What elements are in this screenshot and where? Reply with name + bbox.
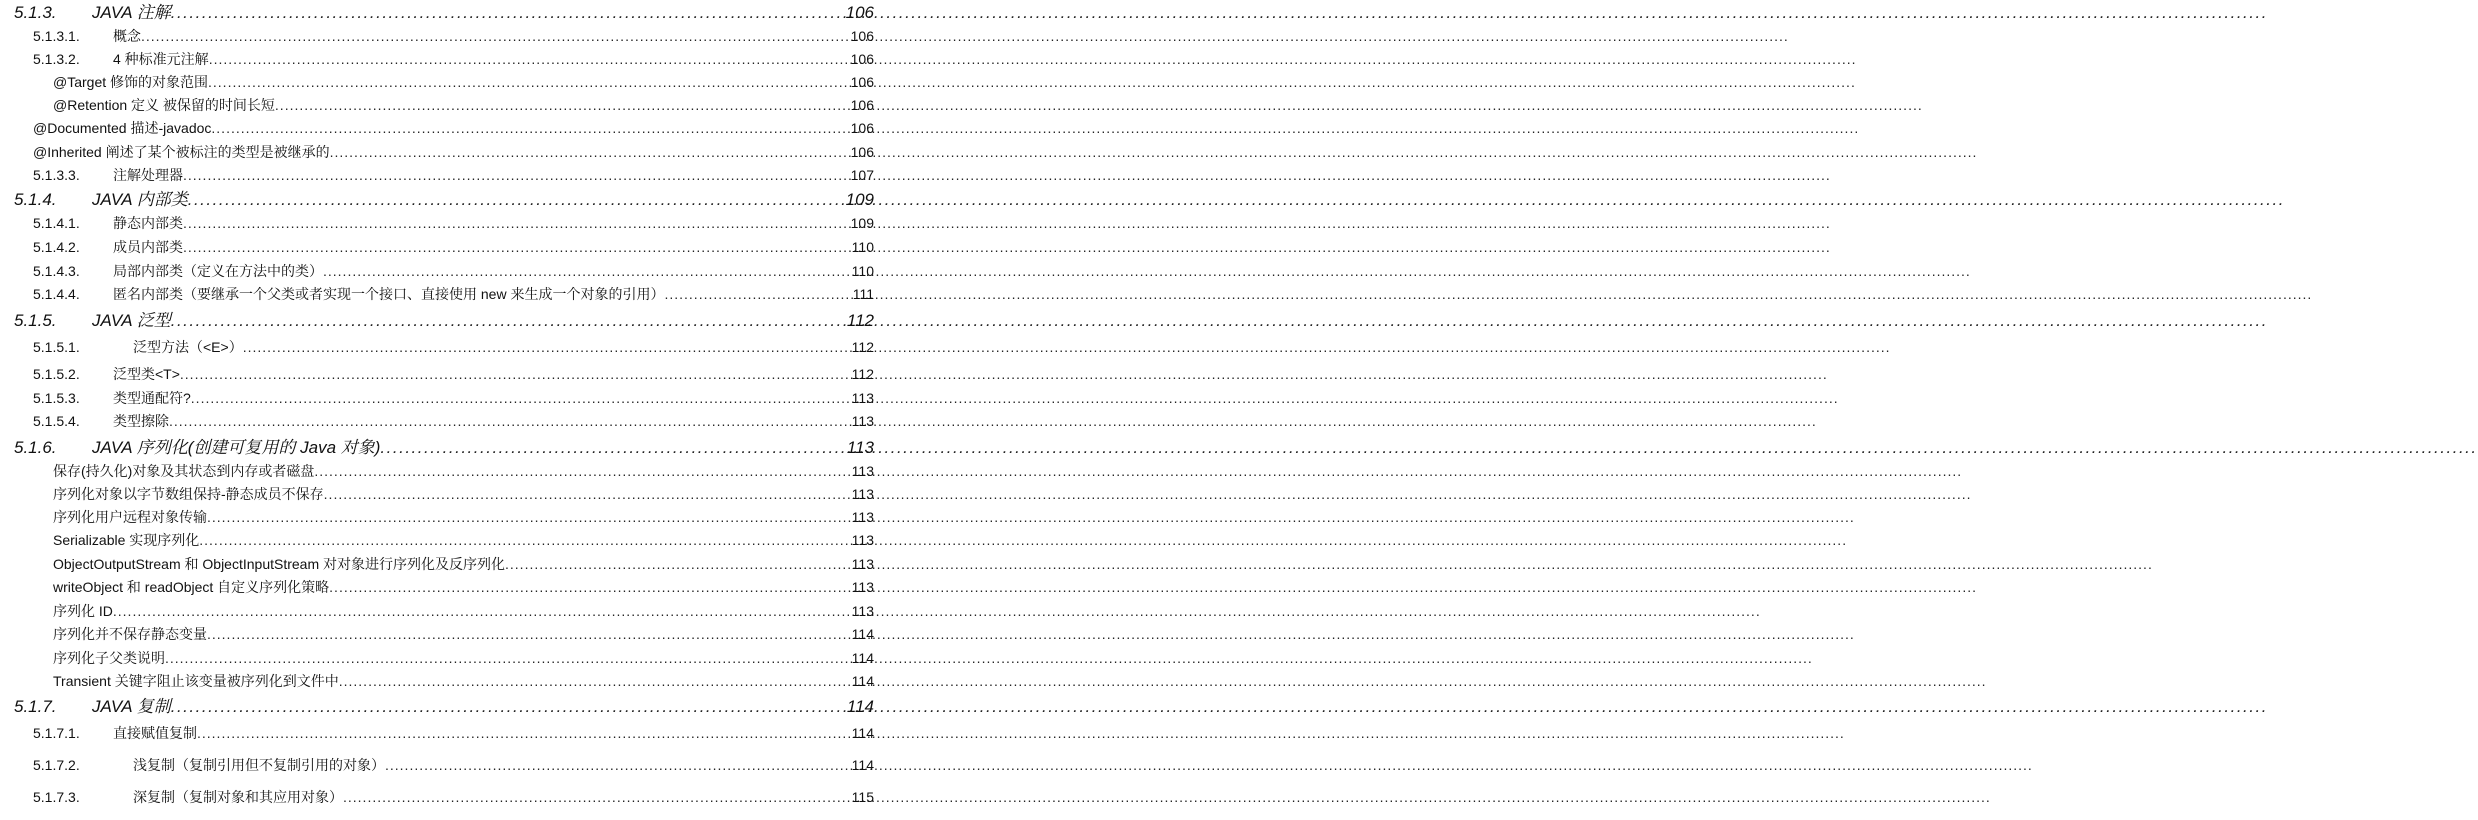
dot-leader (171, 698, 846, 715)
toc-entry-number: 5.1.6. (14, 438, 57, 457)
toc-entry[interactable] (0, 790, 878, 804)
toc-entry-title: Transient 关键字阻止该变量被序列化到文件中 (53, 673, 339, 689)
toc-entry[interactable] (0, 698, 878, 715)
toc-entry-title: @Documented 描述-javadoc (33, 120, 212, 136)
dot-leader (243, 340, 851, 354)
toc-entry-title: 局部内部类（定义在方法中的类） (113, 263, 323, 279)
toc-entry-page-number: 112 (846, 311, 874, 330)
toc-entry-page-number: 113 (851, 463, 874, 479)
toc-entry-title: 4 种标准元注解 (113, 51, 209, 67)
toc-entry-number: 5.1.7.1. (33, 725, 80, 741)
toc-entry-number: 5.1.4.4. (33, 286, 80, 302)
toc-entry[interactable] (0, 121, 878, 135)
toc-entry-page-number: 106 (850, 28, 874, 44)
toc-entry[interactable] (0, 75, 878, 89)
dot-leader (169, 414, 851, 428)
toc-entry-page-number: 113 (851, 413, 874, 429)
toc-entry-number: 5.1.4.2. (33, 239, 80, 255)
toc-entry[interactable] (0, 98, 878, 112)
dot-leader (324, 487, 851, 501)
toc-entry[interactable] (0, 312, 878, 329)
dot-leader (113, 604, 851, 618)
toc-entry-title: 泛型类<T> (113, 366, 180, 382)
toc-entry-title: 浅复制（复制引用但不复制引用的对象） (133, 757, 385, 773)
toc-entry[interactable] (0, 674, 878, 688)
toc-entry-title: ObjectOutputStream 和 ObjectInputStream 对对象进行序列化及反序列化 (53, 556, 506, 572)
dot-leader (180, 367, 851, 381)
toc-entry[interactable] (0, 4, 878, 21)
dot-leader (339, 674, 851, 688)
toc-entry-title: JAVA 注解 (92, 3, 171, 22)
dot-leader (171, 312, 846, 329)
dot-leader (314, 464, 850, 478)
toc-entry-title: 保存(持久化)对象及其状态到内存或者磁盘 (53, 463, 315, 479)
toc-entry-title: 序列化对象以字节数组保持-静态成员不保存 (53, 486, 324, 502)
toc-entry[interactable] (0, 191, 878, 208)
toc-entry-page-number: 110 (851, 239, 874, 255)
toc-entry-title: 序列化 ID (53, 603, 113, 619)
toc-entry[interactable] (0, 758, 878, 772)
toc-entry[interactable] (0, 533, 878, 547)
toc-entry-page-number: 113 (851, 509, 874, 525)
toc-entry-title: 概念 (113, 28, 141, 44)
dot-leader (207, 627, 851, 641)
toc-entry-page-number: 109 (845, 190, 874, 209)
toc-entry-title: JAVA 泛型 (92, 311, 171, 330)
toc-entry-title: 成员内部类 (113, 239, 183, 255)
toc-entry-title: @Target 修饰的对象范围 (53, 74, 209, 90)
toc-entry-title: 序列化用户远程对象传输 (53, 509, 207, 525)
toc-entry-number: 5.1.5. (14, 311, 57, 330)
toc-entry-page-number: 114 (846, 697, 874, 716)
toc-entry-title: 类型通配符? (113, 390, 191, 406)
toc-entry-number: 5.1.3.2. (33, 51, 80, 67)
toc-entry-title: 序列化并不保存静态变量 (53, 626, 207, 642)
dot-leader (505, 557, 851, 571)
toc-entry[interactable] (0, 168, 878, 182)
toc-entry[interactable] (0, 557, 878, 571)
dot-leader (329, 580, 851, 594)
toc-entry[interactable] (0, 510, 878, 524)
toc-entry-page-number: 113 (851, 579, 874, 595)
toc-entry-title: 类型擦除 (113, 413, 169, 429)
toc-entry-page-number: 112 (851, 339, 874, 355)
toc-entry-page-number: 113 (851, 486, 874, 502)
toc-entry[interactable] (0, 487, 878, 501)
toc-entry-page-number: 106 (850, 120, 874, 136)
dot-leader (385, 758, 851, 772)
toc-entry-title: writeObject 和 readObject 自定义序列化策略 (53, 579, 330, 595)
dot-leader (330, 145, 850, 159)
toc-entry[interactable] (0, 264, 878, 278)
toc-entry-page-number: 107 (850, 167, 874, 183)
toc-entry-title: JAVA 内部类 (92, 190, 188, 209)
toc-entry[interactable] (0, 391, 878, 405)
toc-entry-number: 5.1.7.2. (33, 757, 80, 773)
toc-entry-number: 5.1.3. (14, 3, 57, 22)
dot-leader (188, 191, 845, 208)
toc-entry-number: 5.1.3.1. (33, 28, 80, 44)
toc-entry[interactable] (0, 604, 878, 618)
toc-entry[interactable] (0, 340, 878, 354)
toc-entry[interactable] (0, 651, 878, 665)
toc-entry-title: 序列化子父类说明 (53, 650, 165, 666)
toc-entry-number: 5.1.5.1. (33, 339, 80, 355)
table-of-contents (0, 0, 878, 820)
toc-entry[interactable] (0, 414, 878, 428)
toc-entry-title: 注解处理器 (113, 167, 183, 183)
dot-leader (171, 4, 845, 21)
dot-leader (343, 790, 851, 804)
toc-entry-page-number: 113 (851, 532, 874, 548)
toc-entry-page-number: 106 (850, 51, 874, 67)
toc-entry-title: 静态内部类 (113, 215, 183, 231)
toc-entry-page-number: 111 (852, 286, 874, 302)
toc-entry-page-number: 106 (850, 144, 874, 160)
dot-leader (323, 264, 851, 278)
dot-leader (197, 726, 851, 740)
toc-entry-page-number: 113 (851, 556, 874, 572)
toc-entry-page-number: 113 (851, 603, 874, 619)
toc-entry-page-number: 114 (851, 626, 874, 642)
toc-entry[interactable] (0, 580, 878, 594)
toc-entry-number: 5.1.7.3. (33, 789, 80, 805)
toc-entry-page-number: 114 (851, 650, 874, 666)
dot-leader (141, 29, 850, 43)
dot-leader (199, 533, 850, 547)
dot-leader (211, 121, 849, 135)
toc-entry[interactable] (0, 240, 878, 254)
dot-leader (183, 240, 851, 254)
toc-entry[interactable] (0, 216, 878, 230)
toc-entry-page-number: 113 (851, 390, 874, 406)
dot-leader (664, 287, 851, 301)
toc-entry-number: 5.1.3.3. (33, 167, 80, 183)
dot-leader (380, 439, 845, 456)
toc-entry-number: 5.1.4. (14, 190, 57, 209)
toc-entry-page-number: 114 (851, 725, 874, 741)
toc-entry-title: @Inherited 阐述了某个被标注的类型是被继承的 (33, 144, 330, 160)
toc-entry[interactable] (0, 464, 878, 478)
dot-leader (191, 391, 851, 405)
dot-leader (275, 98, 850, 112)
toc-entry-title: Serializable 实现序列化 (53, 532, 200, 548)
toc-entry-page-number: 106 (845, 3, 874, 22)
toc-entry[interactable] (0, 367, 878, 381)
toc-entry-number: 5.1.5.2. (33, 366, 80, 382)
toc-entry-number: 5.1.5.3. (33, 390, 80, 406)
toc-entry-number: 5.1.4.3. (33, 263, 80, 279)
toc-entry-page-number: 115 (851, 789, 874, 805)
dot-leader (165, 651, 851, 665)
dot-leader (183, 168, 850, 182)
toc-entry-title: 深复制（复制对象和其应用对象） (133, 789, 343, 805)
dot-leader (207, 510, 851, 524)
toc-entry-page-number: 110 (851, 263, 874, 279)
toc-entry-title: 直接赋值复制 (113, 725, 197, 741)
dot-leader (208, 75, 850, 89)
toc-entry[interactable] (0, 726, 878, 740)
toc-entry-number: 5.1.5.4. (33, 413, 80, 429)
toc-entry-number: 5.1.4.1. (33, 215, 80, 231)
toc-entry[interactable] (0, 29, 878, 43)
toc-entry[interactable] (0, 287, 878, 301)
toc-entry-title: 泛型方法（<E>） (133, 339, 243, 355)
toc-entry-page-number: 106 (850, 97, 874, 113)
toc-entry-page-number: 114 (851, 757, 874, 773)
toc-entry[interactable] (0, 627, 878, 641)
toc-entry-page-number: 112 (851, 366, 874, 382)
dot-leader (209, 52, 850, 66)
toc-entry-number: 5.1.7. (14, 697, 57, 716)
toc-entry-title: JAVA 复制 (92, 697, 171, 716)
toc-entry[interactable] (0, 52, 878, 66)
toc-entry-title: 匿名内部类（要继承一个父类或者实现一个接口、直接使用 new 来生成一个对象的引用） (113, 286, 665, 302)
toc-entry-page-number: 106 (850, 74, 874, 90)
toc-entry-title: JAVA 序列化(创建可复用的 Java 对象) (92, 438, 381, 457)
toc-entry-page-number: 109 (850, 215, 874, 231)
toc-entry-page-number: 113 (846, 438, 874, 457)
toc-entry[interactable] (0, 145, 878, 159)
toc-entry-page-number: 114 (851, 673, 874, 689)
toc-entry[interactable] (0, 439, 878, 456)
dot-leader (183, 216, 850, 230)
toc-entry-title: @Retention 定义 被保留的时间长短 (53, 97, 275, 113)
